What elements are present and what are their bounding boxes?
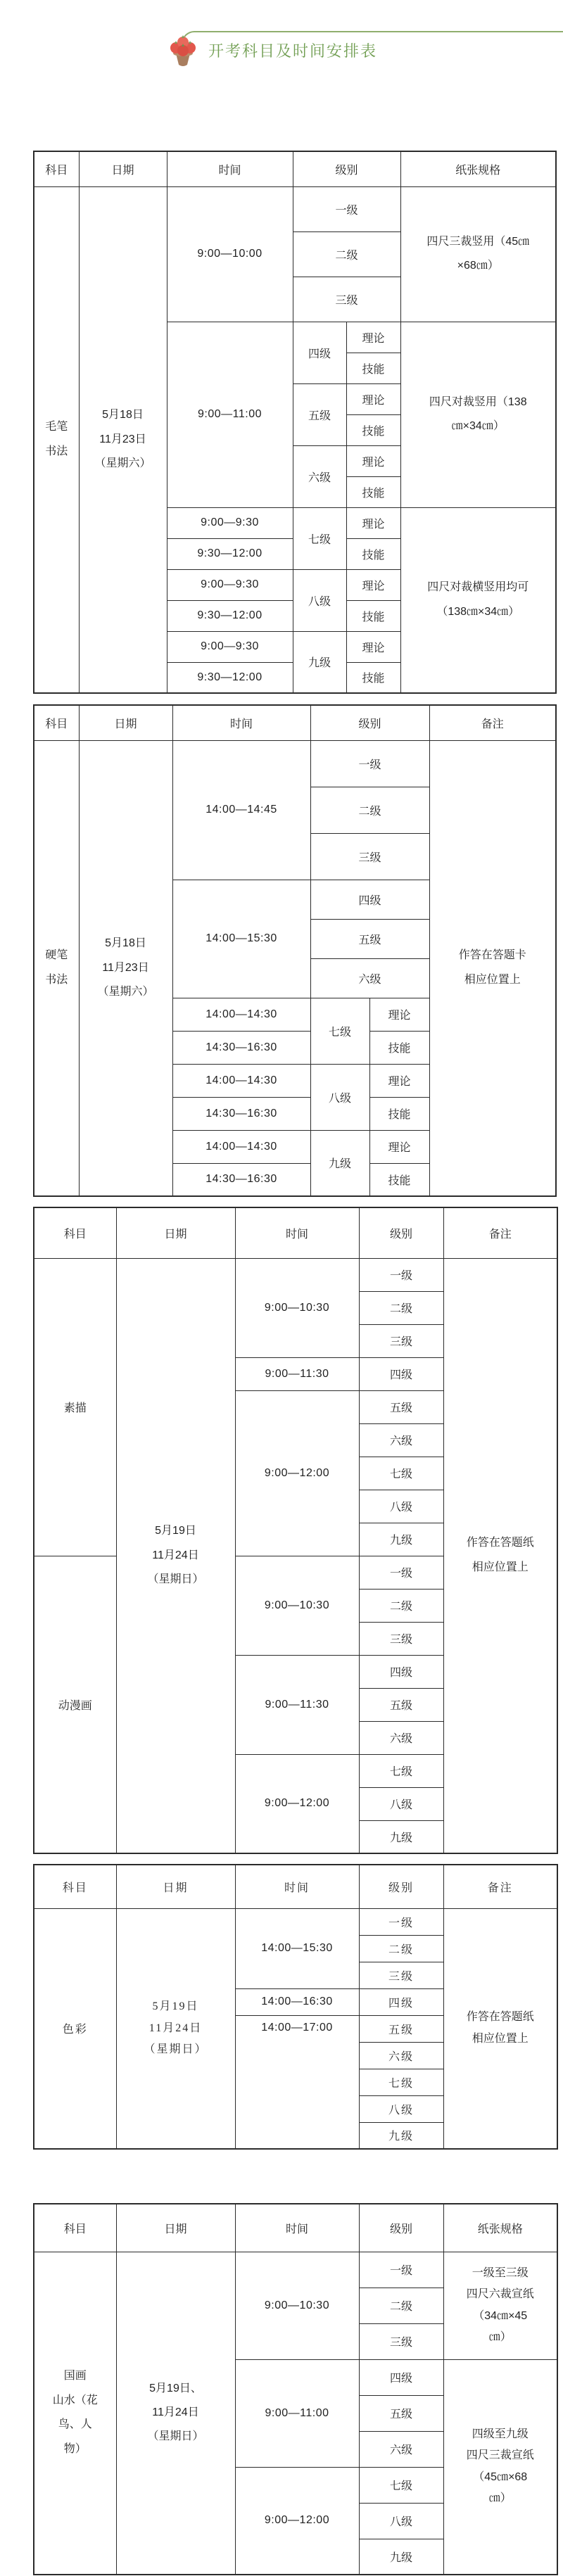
- tomato-basket-icon: [166, 32, 200, 68]
- header-cell-time: 时间: [235, 2204, 359, 2252]
- remark-line: 相应位置上: [472, 1561, 529, 1573]
- level-cell: 二级: [359, 1291, 443, 1324]
- level-cell: 四级: [359, 1357, 443, 1390]
- time-cell: 9:00—9:30: [167, 507, 293, 538]
- subject-cell: 素描: [34, 1258, 116, 1556]
- time-cell: 14:30—16:30: [172, 1163, 310, 1196]
- date-line: （星期六）: [94, 457, 151, 469]
- level-cell: 二级: [293, 231, 400, 277]
- level-type-cell: 技能: [369, 1163, 429, 1196]
- level-cell: 五级: [293, 383, 346, 445]
- time-cell: 9:30—12:00: [167, 600, 293, 631]
- level-cell: 四级: [359, 1655, 443, 1688]
- table-color: [33, 1864, 558, 2150]
- header-cell-level: 级别: [359, 2204, 443, 2252]
- paper-line: ㎝）: [488, 2330, 512, 2343]
- header-cell-subject: 科目: [34, 705, 79, 740]
- level-cell: 四级: [359, 2359, 443, 2395]
- subject-cell: [34, 2252, 116, 2575]
- time-cell: 9:00—12:00: [235, 1754, 359, 1853]
- date-cell: [116, 1258, 235, 1853]
- level-type-cell: 技能: [346, 353, 400, 383]
- paper-spec-cell: [400, 186, 556, 322]
- time-cell: 14:00—16:30: [235, 1988, 359, 2015]
- paper-line: 四尺对裁横竖用均可: [427, 581, 529, 594]
- level-cell: 九级: [310, 1130, 369, 1196]
- date-line: 11月24日: [152, 2406, 199, 2419]
- subject-line: 硬笔: [45, 949, 68, 962]
- date-line: （星期日）: [147, 2430, 204, 2443]
- level-cell: 一级: [293, 186, 400, 231]
- level-cell: 六级: [359, 1423, 443, 1457]
- header-cell-time: 时间: [167, 151, 293, 186]
- subject-cell: 色彩: [34, 1908, 116, 2149]
- level-type-cell: 理论: [346, 569, 400, 600]
- level-type-cell: 技能: [346, 414, 400, 445]
- level-type-cell: 理论: [369, 1064, 429, 1097]
- header-cell-time: 时间: [172, 705, 310, 740]
- time-cell: 14:30—16:30: [172, 1097, 310, 1130]
- table-pen-calligraphy: [33, 704, 557, 1197]
- level-cell: 六级: [310, 958, 429, 998]
- table-row: [34, 2204, 557, 2252]
- level-cell: 一级: [359, 2252, 443, 2288]
- level-cell: 五级: [359, 1688, 443, 1721]
- level-type-cell: 理论: [369, 998, 429, 1031]
- level-cell: 三级: [359, 1622, 443, 1655]
- remark-line: 相应位置上: [472, 2032, 529, 2045]
- level-cell: 九级: [359, 1820, 443, 1853]
- date-cell: [116, 2252, 235, 2575]
- level-cell: 三级: [293, 277, 400, 322]
- time-cell: 9:00—10:00: [167, 186, 293, 322]
- paper-spec-cell: [400, 507, 556, 693]
- time-cell: 9:00—9:30: [167, 569, 293, 600]
- level-cell: 八级: [359, 2095, 443, 2122]
- paper-line: （34㎝×45: [473, 2309, 528, 2322]
- level-type-cell: 理论: [346, 383, 400, 414]
- subject-line: 书法: [45, 973, 68, 986]
- time-cell: 14:00—14:45: [172, 740, 310, 880]
- subject-line: 物）: [63, 2442, 87, 2455]
- date-line: 5月19日: [155, 1525, 196, 1537]
- subject-line: 鸟、人: [58, 2418, 92, 2431]
- level-cell: 九级: [293, 631, 346, 693]
- header-cell-subject: 科目: [34, 1207, 116, 1258]
- subject-cell: [34, 186, 79, 693]
- level-cell: 五级: [359, 1390, 443, 1423]
- level-cell: 二级: [359, 1935, 443, 1962]
- paper-line: ㎝）: [488, 2492, 512, 2505]
- table-row: [34, 1207, 557, 1258]
- level-type-cell: 理论: [346, 322, 400, 353]
- level-cell: 三级: [359, 1962, 443, 1988]
- level-cell: 一级: [359, 1556, 443, 1589]
- paper-spec-cell: [400, 322, 556, 507]
- table-chinese-painting: [33, 2203, 558, 2575]
- remark-line: 作答在答题纸: [466, 1537, 534, 1549]
- header-cell-remark: 备注: [443, 1865, 557, 1908]
- level-cell: 八级: [359, 2503, 443, 2539]
- page-header: [0, 0, 563, 96]
- level-cell: 四级: [359, 1988, 443, 2015]
- level-cell: 七级: [359, 1457, 443, 1490]
- paper-line: 四尺三裁宣纸: [466, 2449, 534, 2462]
- time-cell: 9:00—11:30: [235, 1655, 359, 1754]
- remark-line: 相应位置上: [464, 973, 521, 986]
- paper-line: 一级至三级: [472, 2266, 529, 2279]
- level-cell: 八级: [359, 1787, 443, 1820]
- level-cell: 四级: [310, 880, 429, 919]
- header-cell-date: 日期: [79, 705, 172, 740]
- paper-line: 四尺三裁竖用（45㎝: [426, 235, 530, 248]
- table-row: [34, 740, 556, 787]
- time-cell: 14:00—17:00: [235, 2015, 359, 2149]
- level-cell: 五级: [359, 2015, 443, 2042]
- level-cell: 六级: [359, 1721, 443, 1754]
- level-type-cell: 技能: [346, 476, 400, 507]
- subject-cell: 动漫画: [34, 1556, 116, 1853]
- time-cell: 9:00—11:30: [235, 1357, 359, 1390]
- remark-line: 作答在答题卡: [458, 949, 526, 962]
- date-line: 5月19日: [152, 2000, 199, 2013]
- level-cell: 五级: [359, 2395, 443, 2431]
- level-cell: 八级: [310, 1064, 369, 1130]
- header-cell-subject: 科目: [34, 1865, 116, 1908]
- subject-line: 山水（花: [52, 2394, 98, 2406]
- level-type-cell: 理论: [346, 631, 400, 662]
- paper-line: 四级至九级: [472, 2428, 529, 2440]
- header-cell-paper: 纸张规格: [400, 151, 556, 186]
- level-type-cell: 理论: [346, 445, 400, 476]
- header-cell-level: 级别: [293, 151, 400, 186]
- level-type-cell: 技能: [369, 1097, 429, 1130]
- time-cell: 14:00—15:30: [235, 1908, 359, 1988]
- time-cell: 9:00—10:30: [235, 1556, 359, 1655]
- remark-cell: [443, 1258, 557, 1853]
- header-cell-level: 级别: [310, 705, 429, 740]
- paper-line: （45㎝×68: [473, 2470, 528, 2483]
- date-cell: [79, 186, 167, 693]
- date-cell: [116, 1908, 235, 2149]
- time-cell: 9:00—12:00: [235, 1390, 359, 1556]
- subject-line: 国画: [63, 2370, 87, 2383]
- level-cell: 一级: [359, 1908, 443, 1935]
- header-cell-time: 时间: [235, 1865, 359, 1908]
- header-cell-remark: 备注: [443, 1207, 557, 1258]
- level-cell: 七级: [359, 2069, 443, 2095]
- date-line: 11月23日: [99, 433, 146, 445]
- time-cell: 9:00—10:30: [235, 1258, 359, 1357]
- remark-cell: [429, 740, 556, 1196]
- header-cell-time: 时间: [235, 1207, 359, 1258]
- page-title: 开考科目及时间安排表: [208, 42, 378, 60]
- level-cell: 七级: [293, 507, 346, 569]
- time-cell: 9:00—12:00: [235, 2467, 359, 2575]
- level-cell: 八级: [359, 1490, 443, 1523]
- time-cell: 14:30—16:30: [172, 1031, 310, 1064]
- header-cell-paper: 纸张规格: [443, 2204, 557, 2252]
- level-type-cell: 理论: [346, 507, 400, 538]
- subject-line: 毛笔: [45, 421, 68, 433]
- paper-line: 四尺六裁宣纸: [466, 2288, 534, 2301]
- paper-line: ×68㎝）: [457, 260, 499, 272]
- header-cell-level: 级别: [359, 1207, 443, 1258]
- date-line: （星期六）: [97, 985, 154, 998]
- level-cell: 一级: [310, 740, 429, 787]
- header-cell-date: 日期: [79, 151, 167, 186]
- time-cell: 9:30—12:00: [167, 538, 293, 569]
- header-cell-date: 日期: [116, 1865, 235, 1908]
- date-line: 5月18日: [105, 937, 146, 950]
- table-row: [34, 705, 556, 740]
- time-cell: 9:00—10:30: [235, 2252, 359, 2359]
- date-line: 5月19日、: [149, 2382, 202, 2394]
- paper-line: 四尺对裁竖用（138: [429, 395, 527, 408]
- header-cell-remark: 备注: [429, 705, 556, 740]
- paper-spec-cell: [443, 2359, 557, 2575]
- subject-cell: [34, 740, 79, 1196]
- header-cell-subject: 科目: [34, 151, 79, 186]
- level-cell: 六级: [359, 2042, 443, 2069]
- level-cell: 六级: [359, 2431, 443, 2467]
- date-line: 11月24日: [152, 1549, 199, 1561]
- date-line: （星期日）: [144, 2043, 208, 2055]
- time-cell: 14:00—14:30: [172, 1064, 310, 1097]
- level-cell: 三级: [310, 833, 429, 880]
- level-type-cell: 技能: [346, 600, 400, 631]
- time-cell: 14:00—14:30: [172, 998, 310, 1031]
- level-type-cell: 理论: [369, 1130, 429, 1163]
- date-line: 11月24日: [148, 2022, 203, 2034]
- date-line: 11月23日: [102, 961, 149, 974]
- paper-line: ㎝×34㎝）: [451, 420, 505, 432]
- subject-line: 书法: [45, 445, 68, 457]
- level-cell: 七级: [359, 2467, 443, 2503]
- header-cell-subject: 科目: [34, 2204, 116, 2252]
- paper-line: （138㎝×34㎝）: [436, 605, 520, 618]
- date-line: （星期日）: [147, 1573, 204, 1585]
- remark-line: 作答在答题纸: [466, 2011, 534, 2024]
- level-cell: 七级: [359, 1754, 443, 1787]
- date-cell: [79, 740, 172, 1196]
- level-cell: 九级: [359, 2122, 443, 2149]
- table-row: [34, 1258, 557, 1291]
- header-cell-date: 日期: [116, 2204, 235, 2252]
- time-cell: 9:00—11:00: [235, 2359, 359, 2467]
- level-cell: 三级: [359, 2323, 443, 2359]
- level-cell: 五级: [310, 919, 429, 958]
- level-cell: 二级: [359, 2288, 443, 2323]
- level-cell: 三级: [359, 1324, 443, 1357]
- level-type-cell: 技能: [346, 538, 400, 569]
- date-line: 5月18日: [102, 409, 144, 421]
- header-cell-level: 级别: [359, 1865, 443, 1908]
- remark-cell: [443, 1908, 557, 2149]
- table-row: [34, 1865, 557, 1908]
- table-row: [34, 151, 556, 186]
- level-cell: 六级: [293, 445, 346, 507]
- table-row: [34, 1908, 557, 1935]
- table-row: [34, 186, 556, 231]
- level-type-cell: 技能: [369, 1031, 429, 1064]
- table-sketch-and-anime: [33, 1207, 558, 1854]
- level-cell: 一级: [359, 1258, 443, 1291]
- level-cell: 九级: [359, 1523, 443, 1556]
- level-cell: 四级: [293, 322, 346, 383]
- level-cell: 二级: [310, 787, 429, 833]
- table-brush-calligraphy: [33, 151, 557, 694]
- level-cell: 九级: [359, 2539, 443, 2575]
- paper-spec-cell: [443, 2252, 557, 2359]
- level-cell: 二级: [359, 1589, 443, 1622]
- time-cell: 14:00—14:30: [172, 1130, 310, 1163]
- time-cell: 9:00—11:00: [167, 322, 293, 507]
- time-cell: 9:30—12:00: [167, 662, 293, 693]
- table-row: [34, 2252, 557, 2288]
- level-cell: 七级: [310, 998, 369, 1064]
- time-cell: 9:00—9:30: [167, 631, 293, 662]
- time-cell: 14:00—15:30: [172, 880, 310, 998]
- level-cell: 八级: [293, 569, 346, 631]
- level-type-cell: 技能: [346, 662, 400, 693]
- header-cell-date: 日期: [116, 1207, 235, 1258]
